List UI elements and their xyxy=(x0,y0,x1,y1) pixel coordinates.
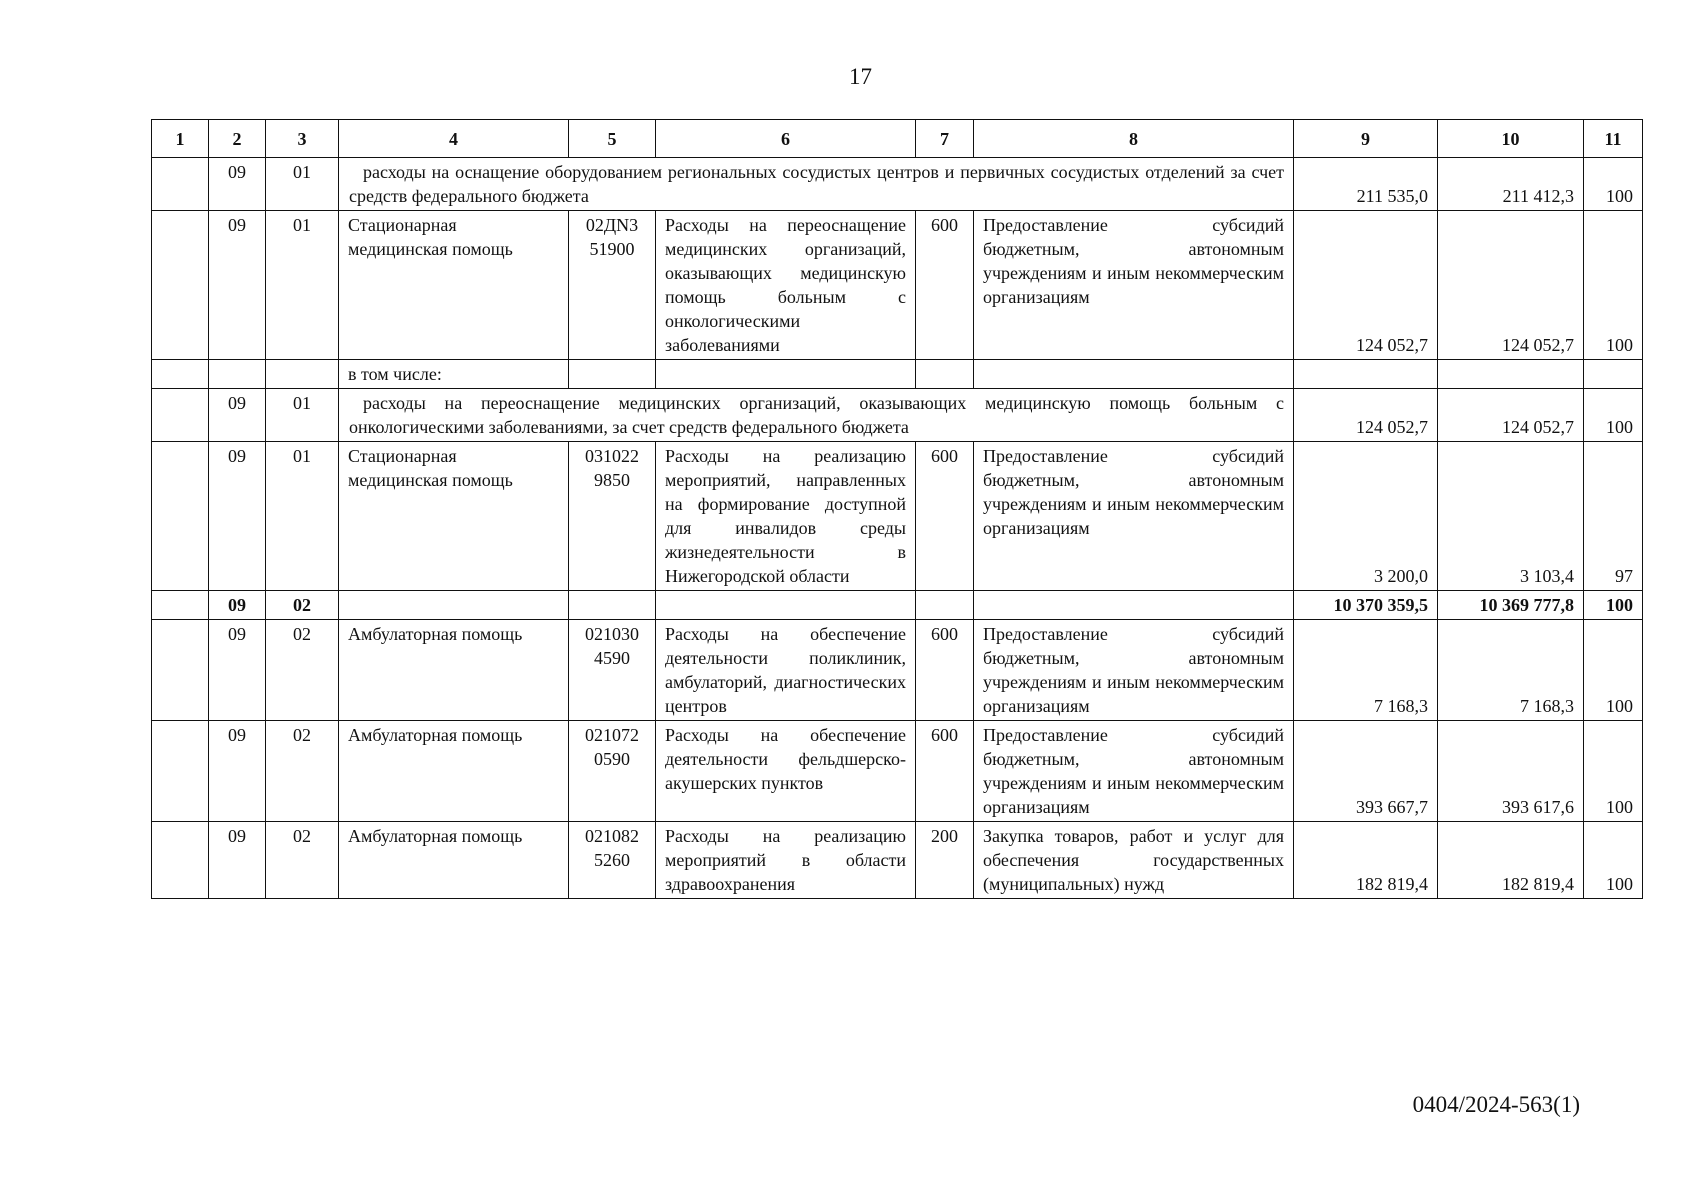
cell-section: 09 xyxy=(209,389,266,442)
table-header-row xyxy=(152,120,1643,158)
cell-percent: 100 xyxy=(1584,158,1643,211)
cell-section: 09 xyxy=(209,158,266,211)
cell-subsection: 02 xyxy=(266,591,339,620)
table-row xyxy=(152,620,1643,721)
cell-executed: 124 052,7 xyxy=(1438,389,1584,442)
column-header: 4 xyxy=(339,120,569,158)
cell-planned: 182 819,4 xyxy=(1294,822,1438,899)
cell-percent: 100 xyxy=(1584,620,1643,721)
cell-target-name: Расходы на обеспечение деятельности фельдшерско-акушерских пунктов xyxy=(656,721,916,822)
cell-empty xyxy=(152,389,209,442)
table-row xyxy=(152,721,1643,822)
cell-planned: 393 667,7 xyxy=(1294,721,1438,822)
cell-expense-type-name: Предоставление субсидий бюджетным, автономным учреждениям и иным некоммерческим организациям xyxy=(974,211,1294,360)
cell-subsection: 01 xyxy=(266,442,339,591)
cell-empty xyxy=(1584,360,1643,389)
cell-executed: 211 412,3 xyxy=(1438,158,1584,211)
cell-planned: 124 052,7 xyxy=(1294,211,1438,360)
cell-planned: 3 200,0 xyxy=(1294,442,1438,591)
target-code-part: 031022 xyxy=(585,446,639,466)
column-header: 1 xyxy=(152,120,209,158)
cell-executed: 3 103,4 xyxy=(1438,442,1584,591)
cell-empty xyxy=(974,360,1294,389)
column-header: 3 xyxy=(266,120,339,158)
cell-empty xyxy=(152,442,209,591)
cell-percent: 100 xyxy=(1584,591,1643,620)
cell-empty xyxy=(656,591,916,620)
cell-empty xyxy=(569,591,656,620)
target-code-part: 0590 xyxy=(594,749,630,769)
cell-merged-description xyxy=(339,389,1294,442)
cell-planned: 7 168,3 xyxy=(1294,620,1438,721)
cell-empty xyxy=(152,211,209,360)
cell-empty xyxy=(656,360,916,389)
cell-subsection-name: Амбулаторная помощь xyxy=(339,620,569,721)
cell-section: 09 xyxy=(209,591,266,620)
column-header: 7 xyxy=(916,120,974,158)
cell-empty xyxy=(266,360,339,389)
page-number: 17 xyxy=(849,64,872,89)
cell-section: 09 xyxy=(209,721,266,822)
table-row-total xyxy=(152,591,1643,620)
cell-empty xyxy=(1294,360,1438,389)
cell-section: 09 xyxy=(209,822,266,899)
cell-empty xyxy=(916,591,974,620)
cell-empty xyxy=(916,360,974,389)
column-header: 6 xyxy=(656,120,916,158)
cell-merged-description xyxy=(339,158,1294,211)
target-code-part: 021030 xyxy=(585,624,639,644)
cell-expense-type: 600 xyxy=(916,721,974,822)
cell-empty xyxy=(209,360,266,389)
table-row xyxy=(152,360,1643,389)
cell-subsection-name: Стационарная медицинская помощь xyxy=(339,442,569,591)
cell-expense-type: 600 xyxy=(916,211,974,360)
cell-section: 09 xyxy=(209,442,266,591)
table-row xyxy=(152,211,1643,360)
cell-empty xyxy=(152,591,209,620)
cell-expense-type: 600 xyxy=(916,442,974,591)
cell-empty xyxy=(152,822,209,899)
target-code-part: 02ДN3 xyxy=(585,215,639,235)
target-code-part: 51900 xyxy=(589,239,635,259)
target-code-part: 5260 xyxy=(594,850,630,870)
cell-expense-type: 200 xyxy=(916,822,974,899)
column-header: 5 xyxy=(569,120,656,158)
cell-expense-type-name: Предоставление субсидий бюджетным, автономным учреждениям и иным некоммерческим организациям xyxy=(974,620,1294,721)
cell-section: 09 xyxy=(209,620,266,721)
cell-planned: 124 052,7 xyxy=(1294,389,1438,442)
cell-target-name: Расходы на обеспечение деятельности поликлиник, амбулаторий, диагностических центров xyxy=(656,620,916,721)
cell-target-name: Расходы на реализацию мероприятий в области здравоохранения xyxy=(656,822,916,899)
cell-target-code xyxy=(569,442,656,591)
column-header: 11 xyxy=(1584,120,1643,158)
cell-subsection: 02 xyxy=(266,721,339,822)
cell-empty xyxy=(152,721,209,822)
cell-subsection: 02 xyxy=(266,620,339,721)
cell-percent: 100 xyxy=(1584,211,1643,360)
cell-empty xyxy=(1438,360,1584,389)
cell-section: 09 xyxy=(209,211,266,360)
cell-executed: 182 819,4 xyxy=(1438,822,1584,899)
merged-description-text: расходы на оснащение оборудованием региональных сосудистых центров и первичных сосудистых отделений за счет средств федерального бюджета xyxy=(349,162,1284,206)
table-row xyxy=(152,442,1643,591)
cell-planned: 10 370 359,5 xyxy=(1294,591,1438,620)
cell-empty xyxy=(152,360,209,389)
cell-empty xyxy=(569,360,656,389)
cell-target-name: Расходы на реализацию мероприятий, направленных на формирование доступной для инвалидов среды жизнедеятельности в Нижегородской области xyxy=(656,442,916,591)
cell-expense-type-name: Закупка товаров, работ и услуг для обеспечения государственных (муниципальных) нужд xyxy=(974,822,1294,899)
budget-table xyxy=(151,119,1643,899)
cell-subsection: 01 xyxy=(266,389,339,442)
column-header: 2 xyxy=(209,120,266,158)
column-header: 8 xyxy=(974,120,1294,158)
cell-percent: 100 xyxy=(1584,721,1643,822)
column-header: 10 xyxy=(1438,120,1584,158)
cell-subsection: 02 xyxy=(266,822,339,899)
target-code-part: 4590 xyxy=(594,648,630,668)
table-row xyxy=(152,822,1643,899)
cell-empty xyxy=(339,591,569,620)
cell-executed: 124 052,7 xyxy=(1438,211,1584,360)
cell-expense-type: 600 xyxy=(916,620,974,721)
cell-executed: 393 617,6 xyxy=(1438,721,1584,822)
cell-percent: 100 xyxy=(1584,389,1643,442)
cell-including-label: в том числе: xyxy=(339,360,569,389)
cell-empty xyxy=(152,158,209,211)
cell-executed: 7 168,3 xyxy=(1438,620,1584,721)
cell-executed: 10 369 777,8 xyxy=(1438,591,1584,620)
table-row xyxy=(152,158,1643,211)
cell-subsection: 01 xyxy=(266,211,339,360)
merged-description-text: расходы на переоснащение медицинских организаций, оказывающих медицинскую помощь больным с онкологическими заболеваниями, за счет средств федерального бюджета xyxy=(349,393,1284,437)
cell-subsection-name: Амбулаторная помощь xyxy=(339,721,569,822)
cell-subsection-name: Амбулаторная помощь xyxy=(339,822,569,899)
cell-target-code xyxy=(569,721,656,822)
cell-subsection-name: Стационарная медицинская помощь xyxy=(339,211,569,360)
cell-target-code xyxy=(569,822,656,899)
cell-planned: 211 535,0 xyxy=(1294,158,1438,211)
cell-percent: 100 xyxy=(1584,822,1643,899)
target-code-part: 021072 xyxy=(585,725,639,745)
column-header: 9 xyxy=(1294,120,1438,158)
table-row xyxy=(152,389,1643,442)
cell-empty xyxy=(974,591,1294,620)
cell-target-name: Расходы на переоснащение медицинских организаций, оказывающих медицинскую помощь больным с онкологическими заболеваниями xyxy=(656,211,916,360)
target-code-part: 021082 xyxy=(585,826,639,846)
cell-expense-type-name: Предоставление субсидий бюджетным, автономным учреждениям и иным некоммерческим организациям xyxy=(974,442,1294,591)
cell-expense-type-name: Предоставление субсидий бюджетным, автономным учреждениям и иным некоммерческим организациям xyxy=(974,721,1294,822)
cell-subsection: 01 xyxy=(266,158,339,211)
target-code-part: 9850 xyxy=(594,470,630,490)
cell-empty xyxy=(152,620,209,721)
cell-percent: 97 xyxy=(1584,442,1643,591)
cell-target-code xyxy=(569,211,656,360)
document-registration-code: 0404/2024-563(1) xyxy=(1412,1092,1580,1117)
cell-target-code xyxy=(569,620,656,721)
